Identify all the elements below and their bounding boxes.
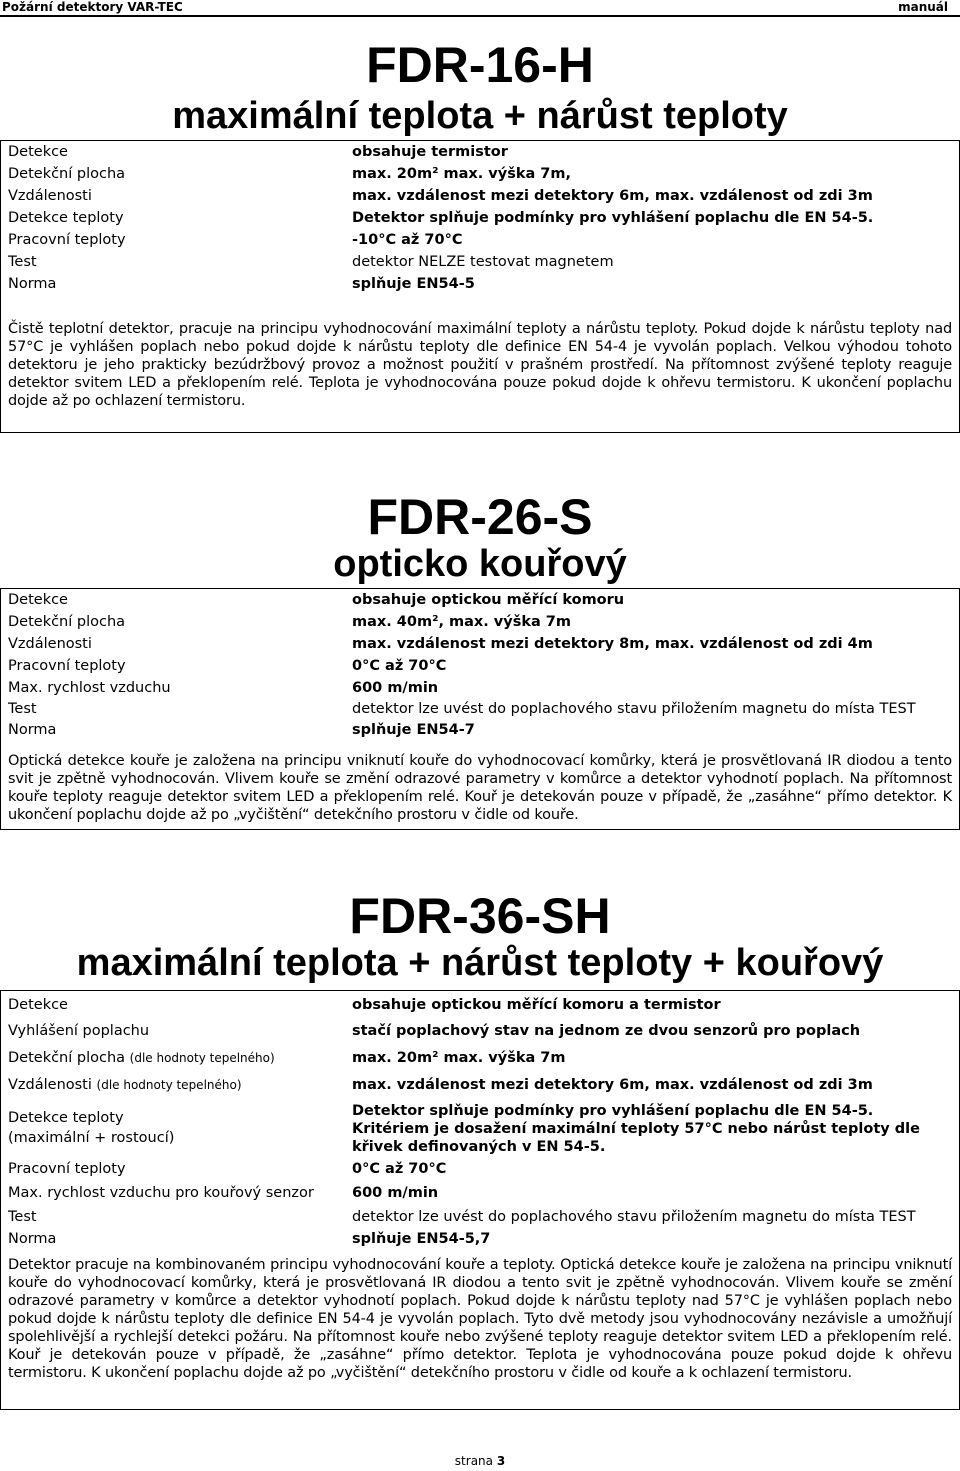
- s2-subtitle: opticko kouřový: [333, 543, 627, 585]
- header-rule: [0, 15, 960, 17]
- s1-subtitle: maximální teplota + nárůst teploty: [172, 95, 788, 137]
- s1-description: Čistě teplotní detektor, pracuje na principu vyhodnocování maximální teploty a nárůstu teploty. Pokud dojde k nárůstu teploty nad 57°C je vyhlášen poplach nebo pokud dojde k nárůstu teploty dle definice EN 54-4 je vyvolán poplach. Velkou výhodou tohoto detektoru je jeho prakticky bezúdržbový provoz a možnost použití v prašném prostředí. Na přítomnost zvýšené teploty reaguje detektor svitem LED a překlopením relé. Teplota je vyhodnocována pouze pokud dojde k ohřevu termistoru. K ukončení poplachu dojde až po ochlazení termistoru.: [8, 321, 952, 409]
- page-number: strana 3: [454, 1454, 506, 1468]
- s2-title: FDR-26-S: [367, 489, 593, 545]
- spec-row: Detekce teploty (maximální + rostoucí) Detektor splňuje podmínky pro vyhlášení poplachu dle EN 54-5. Kritériem je dosažení maximální teploty 57°C nebo nárůst teploty dle křivek definovaných v EN 54-5.: [8, 1103, 920, 1155]
- header-manual-label: manuál: [898, 0, 948, 14]
- s3-title: FDR-36-SH: [349, 888, 611, 944]
- s2-description: Optická detekce kouře je založena na principu vniknutí kouře do vyhodnocovací komůrky, která je prosvětlovaná IR diodou a tento svit je zpětně vyhodnocován. Vlivem kouře se změní odrazové parametry v komůrce a detektor vyhodnotí poplach. Na přítomnost kouře teploty reaguje detektor svitem LED a překlopením relé. Kouř je detekován pouze v případě, že „zasáhne“ přímo detektor. K ukončení poplachu dojde až po „vyčištění“ detekčního prostoru v čidle od kouře.: [8, 753, 952, 823]
- s1-title: FDR-16-H: [366, 37, 594, 93]
- s3-description: Detektor pracuje na kombinovaném principu vyhodnocování kouře a teploty. Optická detekce kouře je založena na principu vniknutí kouře do vyhodnocovací komůrky, která je prosvětlovaná IR diodou a tento svit je zpětně vyhodnocován. Vlivem kouře se změní odrazové parametry v komůrce a detektor vyhodnotí poplach. Pokud dojde k nárůstu teploty nad 57°C je vyhlášen poplach nebo pokud dojde k nárůstu teploty dle definice EN 54-4 je vyvolán poplach. Tyto dvě metody jsou vyhodnocovány nezávisle a umožňují spolehlivější a rychlejší detekci požáru. Na přítomnost kouře nebo zvýšené teploty reaguje detektor svitem LED a překlopením relé. Kouř je detekován pouze v případě, že „zasáhne“ přímo detektor. Teplota je vyhodnocována pouze pokud dojde k ohřevu termistoru. K ukončení poplachu dojde až po „vyčištění“ detekčního prostoru v čidle od kouře a k ochlazení termistoru.: [8, 1257, 952, 1381]
- s3-subtitle: maximální teplota + nárůst teploty + kouřový: [76, 942, 884, 984]
- page-header: [0, 0, 960, 14]
- header-title: Požární detektory VAR-TEC: [2, 0, 183, 14]
